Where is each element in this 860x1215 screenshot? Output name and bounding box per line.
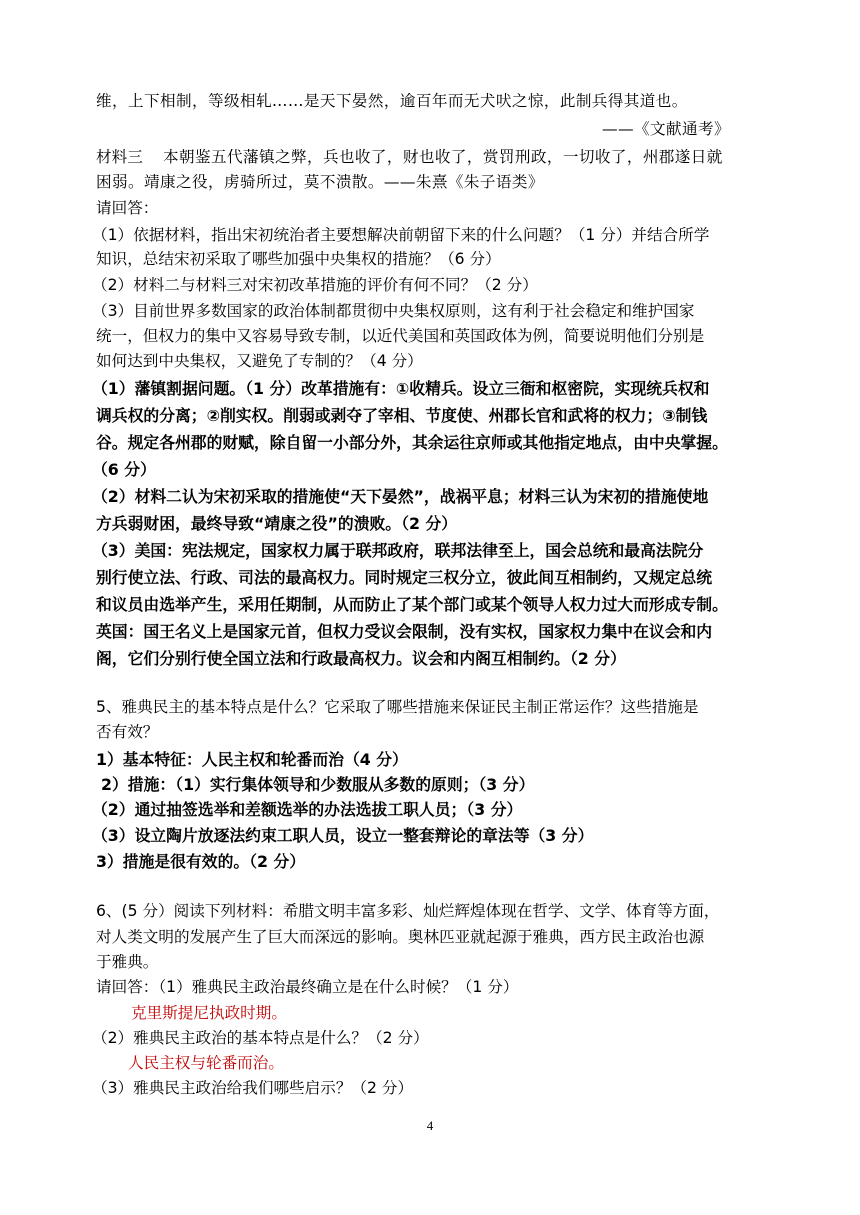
text-line-l37: （3）雅典民主政治给我们哪些启示？（2 分） — [92, 1079, 414, 1097]
text-line-l17: 方兵弱财困，最终导致“靖康之役”的溃败。（2 分） — [96, 514, 458, 533]
text-line-l29: 3）措施是很有效的。（2 分） — [96, 852, 306, 871]
text-line-l12: （1）藩镇割据问题。（1 分）改革措施有：①收精兵。设立三衙和枢密院，实现统兵权和 — [92, 379, 710, 398]
text-line-l26: 2）措施：（1）实行集体领导和少数服从多数的原则；（3 分） — [101, 775, 535, 794]
text-line-l15: （6 分） — [92, 460, 156, 479]
text-line-l34: 克里斯提尼执政时期。 — [131, 1004, 287, 1022]
text-line-l5: 请回答： — [96, 199, 159, 217]
text-line-l36: 人民主权与轮番而治。 — [128, 1054, 284, 1072]
text-line-l23: 5、雅典民主的基本特点是什么？它采取了哪些措施来保证民主制正常运作？这些措施是 — [96, 698, 699, 716]
text-line-l24: 否有效？ — [96, 723, 159, 741]
text-line-l33: 请回答：（1）雅典民主政治最终确立是在什么时候？（1 分） — [96, 978, 519, 996]
text-line-l32: 于雅典。 — [96, 953, 159, 971]
text-line-l4: 困弱。靖康之役，虏骑所过，莫不溃散。——朱熹《朱子语类》 — [96, 173, 544, 191]
text-line-l9: （3）目前世界多数国家的政治体制都贯彻中央集权原则，这有利于社会稳定和维护国家 — [92, 302, 695, 320]
text-line-l22: 阁，它们分别行使全国立法和行政最高权力。议会和内阁互相制约。（2 分） — [96, 649, 626, 668]
text-line-l14: 谷。规定各州郡的财赋，除自留一小部分外，其余运往京师或其他指定地点，由中央掌握。 — [96, 433, 728, 452]
text-line-l8: （2）材料二与材料三对宋初改革措施的评价有何不同？（2 分） — [92, 276, 538, 294]
text-line-l25: 1）基本特征：人民主权和轮番而治（4 分） — [96, 750, 408, 769]
text-line-l2: ——《文献通考》 — [602, 120, 730, 138]
text-line-l6: （1）依据材料，指出宋初统治者主要想解决前朝留下来的什么问题？（1 分）并结合所学 — [92, 226, 710, 244]
text-line-l3a: 材料三 — [96, 148, 143, 166]
text-line-l7: 知识，总结宋初采取了哪些加强中央集权的措施？（6 分） — [96, 250, 501, 268]
text-line-l28: （3）设立陶片放逐法约束工职人员，设立一整套辩论的章法等（3 分） — [92, 826, 594, 845]
text-line-l19: 别行使立法、行政、司法的最高权力。同时规定三权分立，彼此间互相制约，又规定总统 — [96, 568, 713, 587]
page-number: 4 — [426, 1118, 434, 1133]
text-line-l30: 6、(5 分）阅读下列材料：希腊文明丰富多彩、灿烂辉煌体现在哲学、文学、体育等方面， — [96, 902, 720, 920]
text-line-l10: 统一，但权力的集中又容易导致专制，以近代美国和英国政体为例，简要说明他们分别是 — [96, 327, 705, 345]
text-line-l11: 如何达到中央集权，又避免了专制的？（4 分） — [96, 352, 423, 370]
text-line-l16: （2）材料二认为宋初采取的措施使“天下晏然”，战祸平息；材料三认为宋初的措施使地 — [92, 487, 709, 506]
text-line-l35: （2）雅典民主政治的基本特点是什么？（2 分） — [92, 1029, 429, 1047]
text-line-l21: 英国：国王名义上是国家元首，但权力受议会限制，没有实权，国家权力集中在议会和内 — [96, 622, 713, 641]
text-line-l27: （2）通过抽签选举和差额选举的办法选拔工职人员；（3 分） — [92, 800, 523, 819]
text-line-l31: 对人类文明的发展产生了巨大而深远的影响。奥林匹亚就起源于雅典，西方民主政治也源 — [96, 928, 705, 946]
text-line-l18: （3）美国：宪法规定，国家权力属于联邦政府，联邦法律至上，国会总统和最高法院分 — [92, 541, 704, 560]
text-line-l1: 维，上下相制，等级相轧……是天下晏然，逾百年而无犬吠之惊，此制兵得其道也。 — [96, 92, 688, 110]
text-line-l20: 和议员由选举产生，采用任期制，从而防止了某个部门或某个领导人权力过大而形成专制。 — [96, 595, 728, 614]
text-line-l3b: 本朝鉴五代藩镇之弊，兵也收了，财也收了，赏罚刑政，一切收了，州郡遂日就 — [163, 148, 723, 166]
text-line-l13: 调兵权的分离；②削实权。削弱或剥夺了宰相、节度使、州郡长官和武将的权力；③制钱 — [96, 406, 708, 425]
